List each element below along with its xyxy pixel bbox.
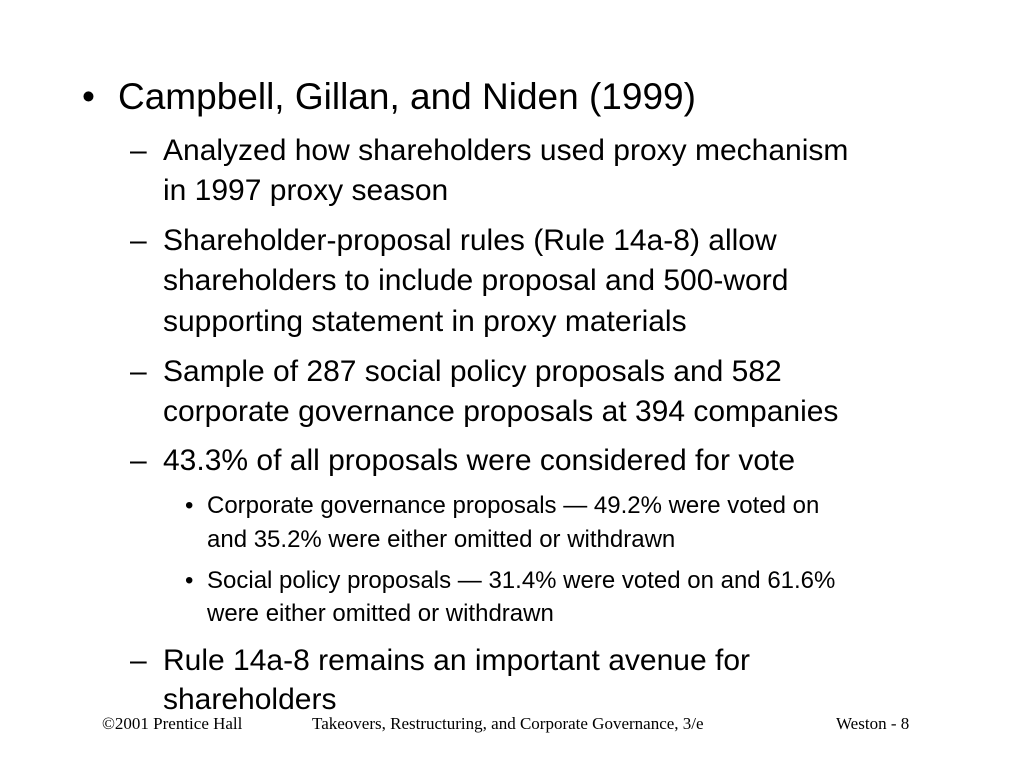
footer-copyright: ©2001 Prentice Hall xyxy=(102,714,243,733)
point-line: Shareholder-proposal rules (Rule 14a-8) allow xyxy=(163,224,777,257)
subpoint-line: Social policy proposals — 31.4% were voted on and 61.6% xyxy=(207,567,836,594)
point-line: Analyzed how shareholders used proxy mechanism xyxy=(163,134,849,167)
point-line: Rule 14a-8 remains an important avenue for xyxy=(163,644,750,677)
point-line: corporate governance proposals at 394 companies xyxy=(163,395,839,428)
footer-page-label: Weston - 8 xyxy=(836,714,910,733)
sub-bullet-marker: – xyxy=(130,224,147,257)
point-line: 43.3% of all proposals were considered for vote xyxy=(163,444,796,477)
subsub-bullet-marker: • xyxy=(185,492,194,519)
point-line: supporting statement in proxy materials xyxy=(163,305,687,338)
point-line: Sample of 287 social policy proposals and 582 xyxy=(163,355,782,388)
subpoint-line: and 35.2% were either omitted or withdrawn xyxy=(207,526,676,553)
subpoint-line: Corporate governance proposals — 49.2% were voted on xyxy=(207,492,820,519)
sub-bullet-marker: – xyxy=(130,644,147,677)
point-line: shareholders xyxy=(163,683,337,716)
sub-bullet-marker: – xyxy=(130,355,147,388)
subsub-bullet-marker: • xyxy=(185,567,194,594)
point-line: shareholders to include proposal and 500-word xyxy=(163,264,789,297)
subpoint-line: were either omitted or withdrawn xyxy=(207,600,554,627)
main-bullet-marker: • xyxy=(82,76,95,117)
point-line: in 1997 proxy season xyxy=(163,174,449,207)
sub-bullet-marker: – xyxy=(130,444,147,477)
sub-bullet-marker: – xyxy=(130,134,147,167)
slide-heading: Campbell, Gillan, and Niden (1999) xyxy=(118,76,696,117)
footer-book-title: Takeovers, Restructuring, and Corporate Governance, 3/e xyxy=(312,714,704,733)
